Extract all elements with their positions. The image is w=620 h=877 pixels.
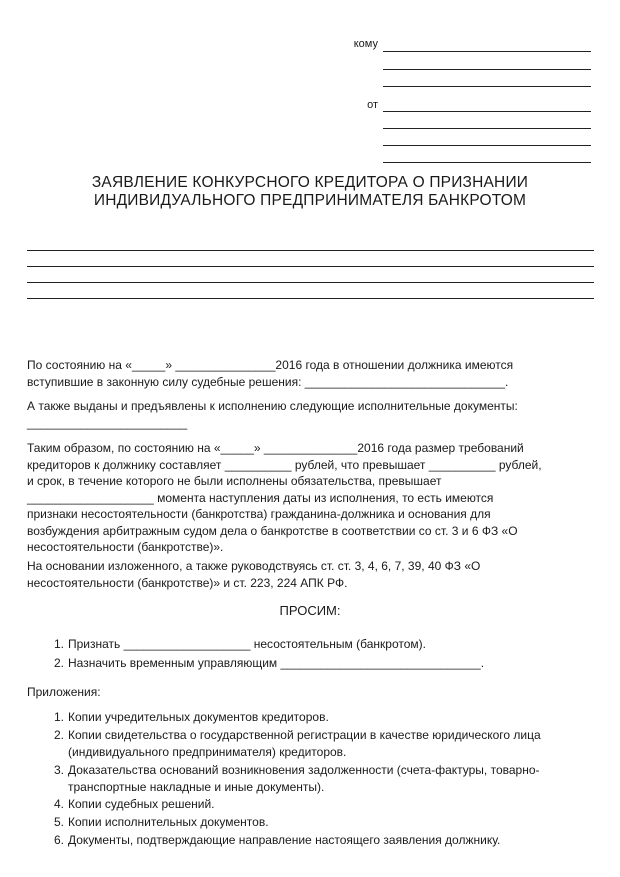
attachment-item-number: 4.	[53, 797, 64, 811]
blank-line-1[interactable]	[27, 250, 594, 251]
from-line-4[interactable]	[383, 162, 591, 163]
attachment-item-text: Копии исполнительных документов.	[68, 815, 269, 829]
document-title-line-2: ИНДИВИДУАЛЬНОГО ПРЕДПРИНИМАТЕЛЯ БАНКРОТОМ	[93, 192, 527, 209]
attachment-item-text: Документы, подтверждающие направление настоящего заявления должнику.	[68, 833, 501, 847]
to-label: кому	[353, 38, 378, 50]
attachment-item-number: 5.	[53, 815, 64, 829]
attachment-item-text: Копии судебных решений.	[68, 797, 215, 811]
attachment-item-text: Копии свидетельства о государственной регистрации в качестве юридического лица (индивидуального предпринимателя) кредиторов.	[68, 728, 541, 759]
attachments-heading: Приложения:	[27, 685, 101, 699]
from-line-3[interactable]	[383, 145, 591, 146]
request-item-number: 2.	[53, 656, 64, 670]
attachment-item-number: 3.	[53, 763, 64, 777]
to-line-3[interactable]	[383, 86, 591, 87]
from-line-2[interactable]	[383, 128, 591, 129]
paragraph-executive-documents: А также выданы и предъявлены к исполнению следующие исполнительные документы: ________________________	[27, 399, 518, 430]
paragraph-court-decisions: По состоянию на «_____» _______________2016 года в отношении должника имеются вступившие в законную силу судебные решения: ______________________________.	[27, 358, 514, 389]
blank-line-2[interactable]	[27, 266, 594, 267]
attachment-item-text: Доказательства оснований возникновения задолженности (счета-фактуры, товарно- транспортные накладные и иные документы).	[68, 763, 540, 794]
request-item-number: 1.	[53, 637, 64, 651]
document-title-line-1: ЗАЯВЛЕНИЕ КОНКУРСНОГО КРЕДИТОРА О ПРИЗНАНИИ	[91, 174, 529, 191]
attachment-item-number: 6.	[53, 833, 64, 847]
paragraph-legal-basis: На основании изложенного, а также руководствуясь ст. ст. 3, 4, 6, 7, 39, 40 ФЗ «О несостоятельности (банкротстве)» и ст. 223, 224 АПК РФ.	[27, 559, 481, 590]
attachment-item-number: 2.	[53, 728, 64, 742]
to-line-2[interactable]	[383, 69, 591, 70]
blank-line-3[interactable]	[27, 282, 594, 283]
attachment-item-number: 1.	[53, 710, 64, 724]
blank-line-4[interactable]	[27, 298, 594, 299]
to-line-1[interactable]	[383, 51, 591, 52]
paragraph-insolvency-grounds: Таким образом, по состоянию на «_____» ______________2016 года размер требований кредиторов к должнику составляет __________ рублей, что превышает __________ рублей, и срок, в течение которого не были исполнены обязательства, превышает ___________________ момента наступления даты из исполнения, то есть имеются признаки несостоятельности (банкротства) гражданина-должника и основания для возбуждения арбитражным судом дела о банкротстве в соответствии со ст. 3 и 6 ФЗ «О несостоятельности (банкротстве)».	[27, 441, 542, 554]
request-item-text: Признать ___________________ несостоятельным (банкротом).	[68, 637, 426, 651]
request-item-text: Назначить временным управляющим ______________________________.	[68, 656, 485, 670]
from-label: от	[367, 99, 378, 111]
request-heading: ПРОСИМ:	[279, 603, 341, 618]
attachment-item-text: Копии учредительных документов кредиторов.	[68, 710, 329, 724]
from-line-1[interactable]	[383, 111, 591, 112]
